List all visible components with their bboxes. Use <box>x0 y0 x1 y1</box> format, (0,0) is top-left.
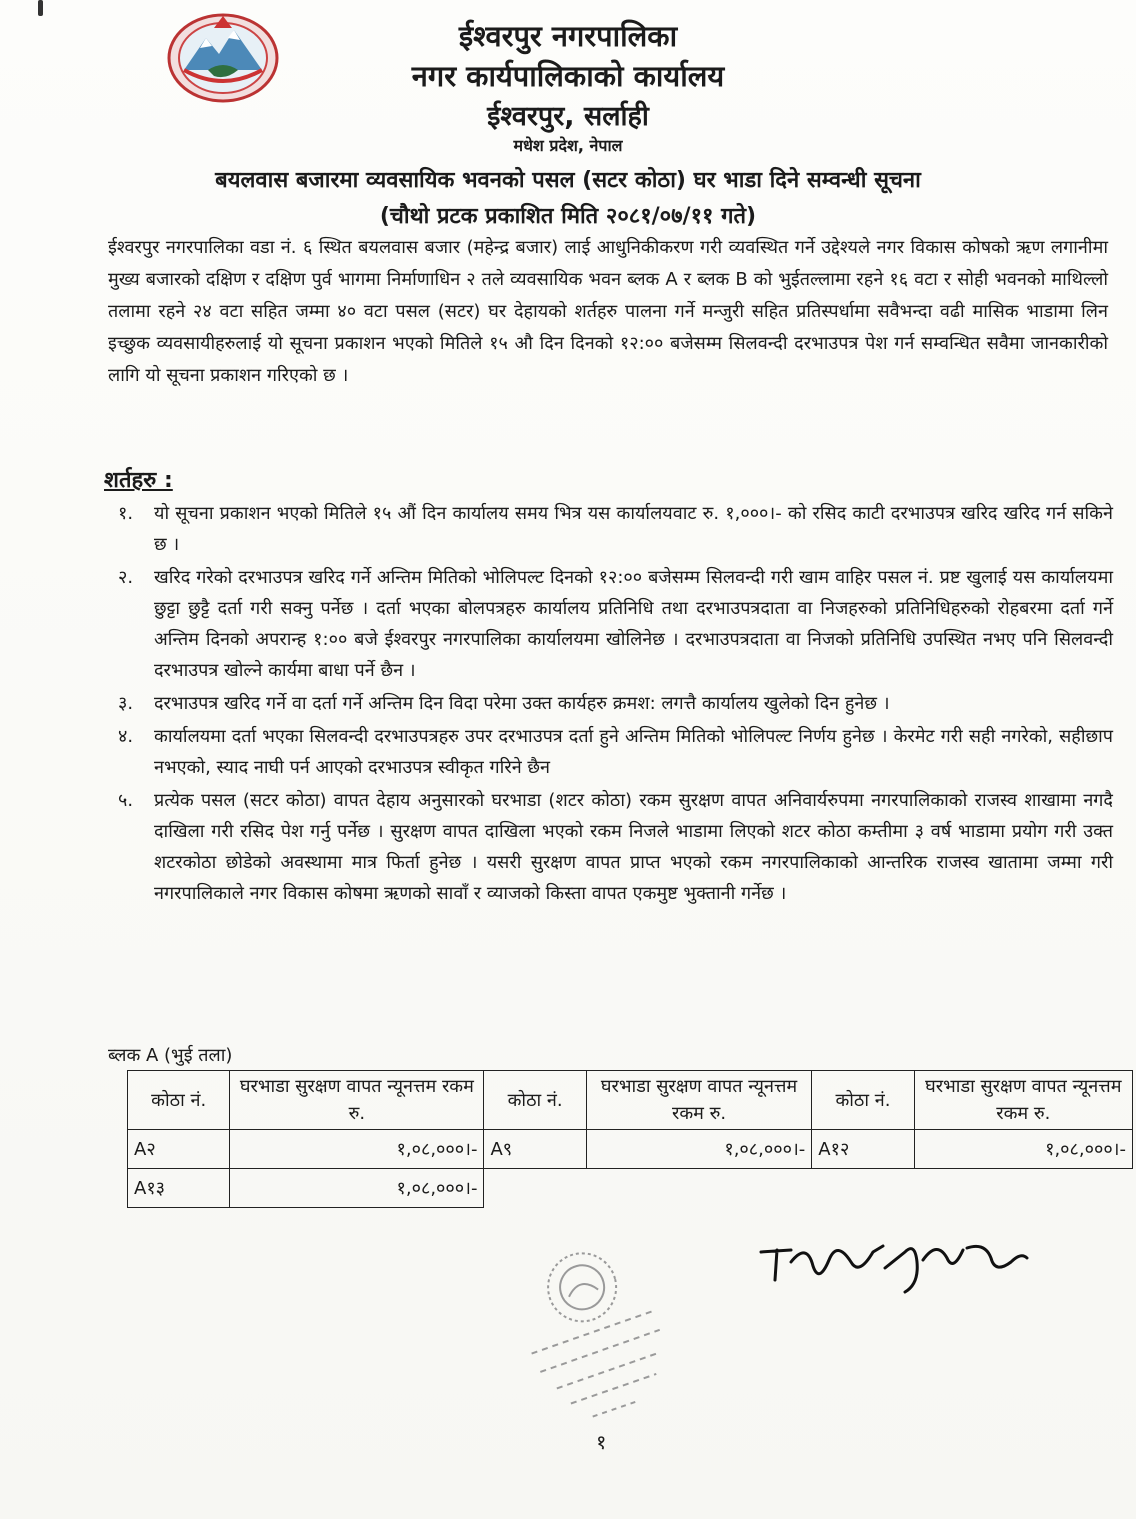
table-row <box>128 1169 1133 1208</box>
office-title: नगर कार्यपालिकाको कार्यालय <box>411 59 725 93</box>
terms-heading: शर्तहरु : <box>104 468 173 493</box>
page-number: १ <box>596 1430 607 1454</box>
term-number: १. <box>118 503 134 524</box>
term-item-3 <box>108 688 1113 719</box>
room-no-header: कोठा नं. <box>128 1071 230 1130</box>
table-row <box>128 1130 1133 1169</box>
scan-mark <box>38 0 43 16</box>
room-no-cell: A९ <box>484 1130 586 1169</box>
signature <box>755 1222 1035 1302</box>
room-no-cell: A२ <box>128 1130 230 1169</box>
table-header-row <box>128 1071 1133 1130</box>
term-item-2 <box>108 562 1113 686</box>
term-item-1 <box>108 498 1113 560</box>
amount-header: घरभाडा सुरक्षण वापत न्यूनत्तम रकम रु. <box>230 1071 484 1130</box>
room-no-header: कोठा नं. <box>484 1071 586 1130</box>
amount-cell: १,०८,०००।- <box>914 1130 1132 1169</box>
room-no-cell: A१२ <box>812 1130 914 1169</box>
office-location: ईश्वरपुर, सर्लाही <box>487 101 649 132</box>
empty-cell <box>812 1169 914 1208</box>
term-text: खरिद गरेको दरभाउपत्र खरिद गर्ने अन्तिम मितिको भोलिपल्ट दिनको १२:०० बजेसम्म सिलवन्दी गरी खाम वाहिर पसल नं. प्रष्ट खुलाई यस कार्यालयमा छुट्टा छुट्टै दर्ता गरी सक्नु पर्नेछ । दर्ता भएका बोलपत्रहरु कार्यालय प्रतिनिधि तथा दरभाउपत्रदाता वा निजहरुको प्रतिनिधिहरुको रोहबरमा दर्ता गर्ने अन्तिम दिनको अपरान्ह १:०० बजे ईश्वरपुर नगरपालिका कार्यालयमा खोलिनेछ । दरभाउपत्रदाता वा निजको प्रतिनिधि उपस्थित नभए पनि सिलवन्दी दरभाउपत्र खोल्ने कार्यमा बाधा पर्ने छैन । <box>154 567 1113 681</box>
amount-cell: १,०८,०००।- <box>230 1169 484 1208</box>
amount-header: घरभाडा सुरक्षण वापत न्यूनत्तम रकम रु. <box>914 1071 1132 1130</box>
rent-deposit-table <box>127 1070 1133 1208</box>
empty-cell <box>914 1169 1132 1208</box>
amount-cell: १,०८,०००।- <box>230 1130 484 1169</box>
term-item-4 <box>108 721 1113 783</box>
terms-list <box>108 498 1113 911</box>
term-text: दरभाउपत्र खरिद गर्ने वा दर्ता गर्ने अन्तिम दिन विदा परेमा उक्त कार्यहरु क्रमश: लगत्तै कार्यालय खुलेको दिन हुनेछ । <box>154 693 890 714</box>
term-text: कार्यालयमा दर्ता भएका सिलवन्दी दरभाउपत्रहरु उपर दरभाउपत्र दर्ता हुने अन्तिम मितिको भोलिपल्ट निर्णय हुनेछ । केरमेट गरी सही नगरेको, सहीछाप नभएको, स्याद नाघी पर्न आएको दरभाउपत्र स्वीकृत गरिने छैन <box>154 726 1113 778</box>
term-number: ३. <box>118 693 134 714</box>
term-number: ४. <box>118 726 134 747</box>
room-no-header: कोठा नं. <box>812 1071 914 1130</box>
notice-intro: ईश्वरपुर नगरपालिका वडा नं. ६ स्थित बयलवास बजार (महेन्द्र बजार) लाई आधुनिकीकरण गरी व्यवस्थित गर्ने उद्देश्यले नगर विकास कोषको ऋण लगानीमा मुख्य बजारको दक्षिण र दक्षिण पुर्व भागमा निर्माणाधिन २ तले व्यवसायिक भवन ब्लक A र ब्लक B को भुईतल्लामा रहने १६ वटा र सोही भवनको माथिल्लो तलामा रहने २४ वटा सहित जम्मा ४० वटा पसल (सटर) घर देहायको शर्तहरु पालना गर्ने मन्जुरी सहित प्रतिस्पर्धामा सवैभन्दा वढी मासिक भाडामा लिन इच्छुक व्यवसायीहरुलाई यो सूचना प्रकाशन भएको मितिले १५ औ दिन दिनको १२:०० बजेसम्म सिलवन्दी दरभाउपत्र पेश गर्न सम्वन्धित सवैमा जानकारीको लागि यो सूचना प्रकाशन गरिएको छ । <box>108 237 1108 386</box>
office-province: मधेश प्रदेश, नेपाल <box>513 136 623 155</box>
term-number: ५. <box>118 790 134 811</box>
empty-cell <box>484 1169 586 1208</box>
block-label: ब्लक A (भुई तला) <box>108 1045 233 1066</box>
amount-cell: १,०८,०००।- <box>586 1130 811 1169</box>
term-text: प्रत्येक पसल (सटर कोठा) वापत देहाय अनुसारको घरभाडा (शटर कोठा) रकम सुरक्षण वापत अनिवार्यरुपमा नगरपालिकाको राजस्व शाखामा नगदै दाखिला गरी रसिद पेश गर्नु पर्नेछ । सुरक्षण वापत दाखिला भएको रकम निजले भाडामा लिएको शटर कोठा कम्तीमा ३ वर्ष भाडामा प्रयोग गरी उक्त शटरकोठा छोडेको अवस्थामा मात्र फिर्ता हुनेछ । यसरी सुरक्षण वापत प्राप्त भएको रकम नगरपालिकाको आन्तरिक राजस्व खातामा जम्मा गरी नगरपालिकाले नगर विकास कोषमा ऋणको सावाँ र व्याजको किस्ता वापत एकमुष्ट भुक्तानी गर्नेछ । <box>154 790 1113 904</box>
office-name: ईश्वरपुर नगरपालिका <box>458 19 678 53</box>
amount-header: घरभाडा सुरक्षण वापत न्यूनत्तम रकम रु. <box>586 1071 811 1130</box>
room-no-cell: A१३ <box>128 1169 230 1208</box>
empty-cell <box>586 1169 811 1208</box>
notice-title: बयलवास बजारमा व्यवसायिक भवनको पसल (सटर कोठा) घर भाडा दिने सम्वन्धी सूचना <box>215 168 921 193</box>
term-number: २. <box>118 567 134 588</box>
term-text: यो सूचना प्रकाशन भएको मितिले १५ औं दिन कार्यालय समय भित्र यस कार्यालयवाट रु. १,०००।- को रसिद काटी दरभाउपत्र खरिद खरिद गर्न सकिने छ । <box>154 503 1113 555</box>
term-item-5 <box>108 785 1113 909</box>
office-seal-stamp <box>488 1226 698 1436</box>
notice-subtitle: (चौथो प्रटक प्रकाशित मिति २०८१/०७/११ गते) <box>379 204 757 229</box>
